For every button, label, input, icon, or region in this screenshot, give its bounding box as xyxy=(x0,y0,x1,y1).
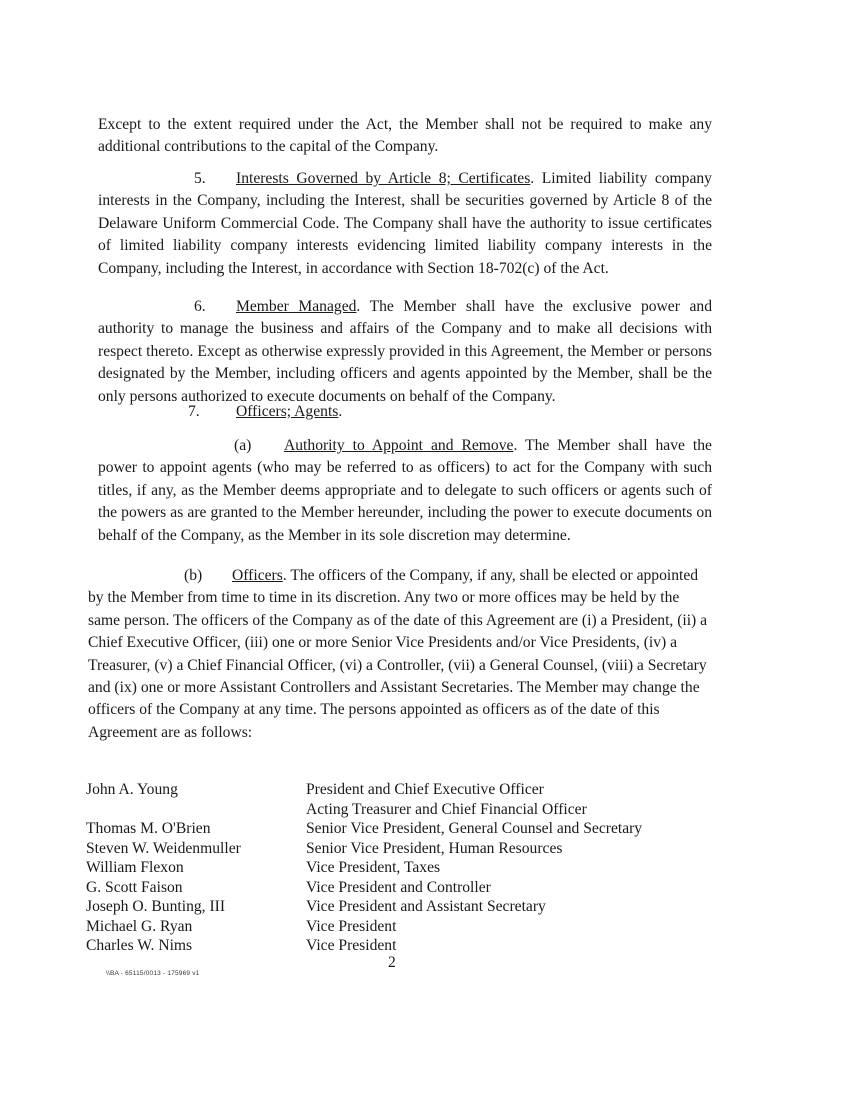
section-5-paragraph xyxy=(98,168,712,280)
intro-paragraph: Except to the extent required under the Act, the Member shall not be required to make any additional contributions to the capital of the Company. xyxy=(98,116,712,156)
officers-list xyxy=(86,780,726,956)
officer-title: President and Chief Executive Officer xyxy=(306,781,544,798)
officer-row xyxy=(86,819,726,839)
officer-name xyxy=(86,800,306,820)
officer-name: Steven W. Weidenmuller xyxy=(86,839,241,857)
officer-title: Vice President, Taxes xyxy=(306,859,441,876)
officer-name: Thomas M. O'Brien xyxy=(86,820,211,837)
section-7b-label: (b) xyxy=(184,567,203,584)
officer-name: John A. Young xyxy=(86,781,178,798)
officer-row xyxy=(86,897,726,917)
page-number: 2 xyxy=(388,954,396,971)
officer-name: Joseph O. Bunting, III xyxy=(86,898,226,915)
officer-title: Senior Vice President, General Counsel and Secretary xyxy=(306,820,643,837)
officer-row xyxy=(86,917,726,937)
section-6-heading: Member Managed xyxy=(236,298,357,315)
section-7b-paragraph xyxy=(88,565,708,744)
section-5-heading: Interests Governed by Article 8; Certificates xyxy=(236,170,531,187)
section-7-number: 7. xyxy=(188,403,200,420)
officer-title: Vice President and Controller xyxy=(306,878,491,896)
officer-title: Acting Treasurer and Chief Financial Officer xyxy=(306,800,587,818)
officer-row xyxy=(86,839,726,859)
section-7a-label: (a) xyxy=(234,437,252,454)
officer-row xyxy=(86,780,726,800)
document-code: \\BA - 65115/0013 - 175969 v1 xyxy=(106,970,200,977)
officer-name: William Flexon xyxy=(86,859,184,876)
section-7a-body: . The Member shall have the power to appoint agents (who may be referred to as officers) to act for the Company with such titles, if any, as the Member deems appropriate and to delegate to such officers or agents such of the powers as are granted to the Member hereunder, including the power to execute documents on behalf of the Company, as the Member in its sole discretion may determine. xyxy=(98,437,712,544)
section-7-heading-line xyxy=(98,401,712,423)
officer-title: Vice President and Assistant Secretary xyxy=(306,898,546,915)
officer-name: G. Scott Faison xyxy=(86,878,183,896)
section-5-number: 5. xyxy=(194,170,206,187)
section-7b-heading: Officers xyxy=(232,567,283,584)
officer-title: Senior Vice President, Human Resources xyxy=(306,839,563,857)
section-7a-paragraph xyxy=(98,435,712,547)
officer-row xyxy=(86,878,726,898)
officer-title: Vice President xyxy=(306,917,397,935)
officer-name: Charles W. Nims xyxy=(86,937,193,954)
officer-row xyxy=(86,858,726,878)
section-5-body: . Limited liability company interests in the Company, including the Interest, shall be securities governed by Article 8 of the Delaware Uniform Commercial Code. The Company shall have the authority to issue certificates of limited liability company interests evidencing limited liability company interests in the Company, including the Interest, in accordance with Section 18-702(c) of the Act. xyxy=(98,170,712,277)
section-6-number: 6. xyxy=(194,298,206,315)
section-6-paragraph xyxy=(98,296,712,408)
section-7b-body: . The officers of the Company, if any, shall be elected or appointed by the Member from time to time in its discretion. Any two or more offices may be held by the same person. The officers of the Company as of the date of this Agreement are (i) a President, (ii) a Chief Executive Officer, (iii) one or more Senior Vice Presidents and/or Vice Presidents, (iv) a Treasurer, (v) a Chief Financial Officer, (vi) a Controller, (vii) a General Counsel, (viii) a Secretary and (ix) one or more Assistant Controllers and Assistant Secretaries. The Member may change the officers of the Company at any time. The persons appointed as officers as of the date of this Agreement are as follows: xyxy=(88,567,708,741)
section-7-heading-suffix: . xyxy=(338,403,343,420)
section-6-body: . The Member shall have the exclusive power and authority to manage the business and affairs of the Company and to make all decisions with respect thereto. Except as otherwise expressly provided in this Agreement, the Member or persons designated by the Member, including officers and agents appointed by the Member, shall be the only persons authorized to execute documents on behalf of the Company. xyxy=(98,298,712,405)
officer-row xyxy=(86,800,726,820)
section-7a-heading: Authority to Appoint and Remove xyxy=(284,437,514,454)
officer-row xyxy=(86,936,726,956)
section-7-heading: Officers; Agents xyxy=(236,403,339,420)
officer-name: Michael G. Ryan xyxy=(86,917,193,935)
officer-title: Vice President xyxy=(306,937,397,954)
